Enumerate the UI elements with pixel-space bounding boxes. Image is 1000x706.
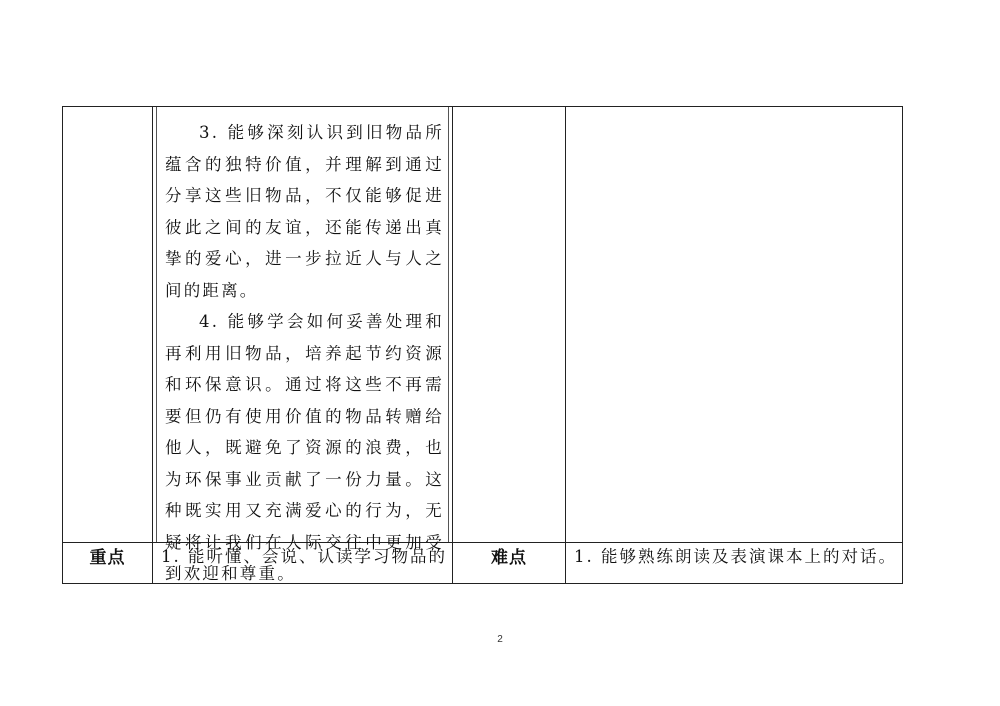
difficulty-text: 1. 能够熟练朗读及表演课本上的对话。 bbox=[566, 543, 903, 584]
objective-paragraph-4: 4. 能够学会如何妥善处理和再利用旧物品，培养起节约资源和环保意识。通过将这些不再需要但仍有使用价值的物品转赠给他人，既避免了资源的浪费，也为环保事业贡献了一份力量。这种既实用又充满爱心的行为，无疑将让我们在人际交往中更加受到欢迎和尊重。 bbox=[165, 312, 444, 583]
empty-label-cell bbox=[63, 107, 153, 543]
difficulty-label: 难点 bbox=[453, 543, 566, 584]
key-points-text: 1. 能听懂、会说、认读学习物品的 bbox=[153, 543, 453, 584]
empty-cell-3 bbox=[453, 107, 566, 543]
objectives-row bbox=[63, 107, 903, 543]
key-points-label: 重点 bbox=[63, 543, 153, 584]
lesson-plan-table bbox=[62, 106, 903, 584]
page-number: 2 bbox=[497, 634, 503, 645]
objective-paragraph-3: 3. 能够深刻认识到旧物品所蕴含的独特价值，并理解到通过分享这些旧物品，不仅能够促进彼此之间的友谊，还能传递出真挚的爱心，进一步拉近人与人之间的距离。 bbox=[165, 123, 444, 300]
empty-cell-4 bbox=[566, 107, 903, 543]
